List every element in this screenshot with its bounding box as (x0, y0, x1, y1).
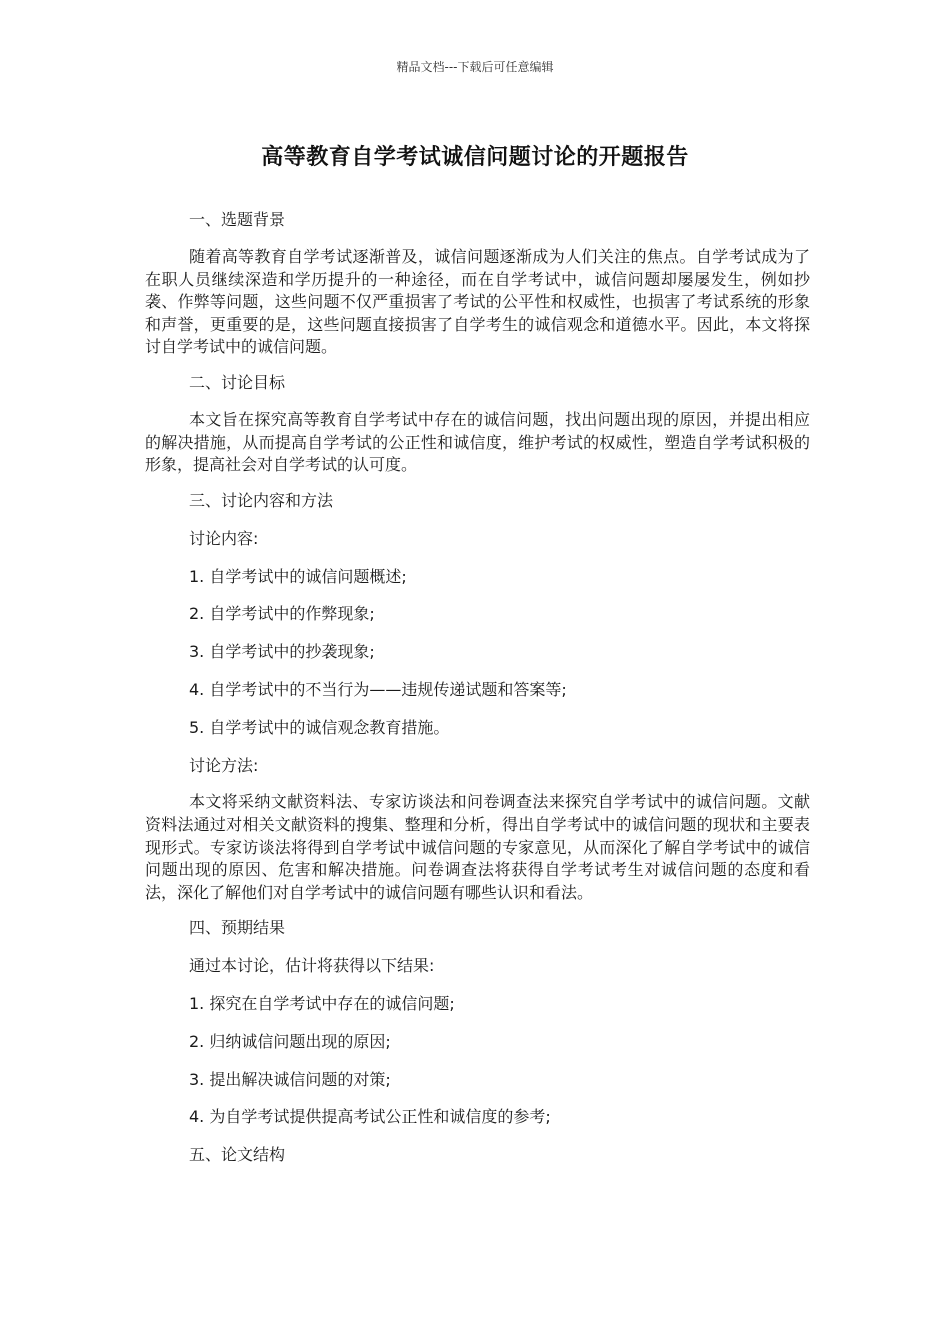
results-intro: 通过本讨论，估计将获得以下结果: (189, 956, 435, 976)
document-title: 高等教育自学考试诚信问题讨论的开题报告 (261, 145, 689, 170)
list-item: 4. 为自学考试提供提高考试公正性和诚信度的参考; (189, 1107, 551, 1127)
section-heading-goals: 二、讨论目标 (189, 372, 286, 392)
header-note: 精品文档---下载后可任意编辑 (396, 60, 554, 74)
content-label: 讨论内容: (189, 528, 259, 548)
list-item: 2. 自学考试中的作弊现象; (189, 604, 375, 624)
section-heading-background: 一、选题背景 (189, 210, 286, 229)
list-item: 2. 归纳诚信问题出现的原因; (189, 1031, 391, 1051)
section-heading-content-method: 三、讨论内容和方法 (189, 490, 334, 510)
list-item: 3. 自学考试中的抄袭现象; (189, 642, 375, 662)
list-item: 1. 自学考试中的诚信问题概述; (189, 566, 407, 586)
list-item: 3. 提出解决诚信问题的对策; (189, 1069, 391, 1089)
list-item: 5. 自学考试中的诚信观念教育措施。 (189, 717, 450, 737)
method-paragraph: 本文将采纳文献资料法、专家访谈法和问卷调查法来探究自学考试中的诚信问题。文献资料法通过对相关文献资料的搜集、整理和分析，得出自学考试中的诚信问题的现状和主要表现形式。专家访谈法将得到自学考试中诚信问题的专家意见，从而深化了解自学考试中的诚信问题出现的原因、危害和解决措施。问卷调查法将获得自学考试考生对诚信问题的态度和看法，深化了解他们对自学考试中的诚信问题有哪些认识和看法。 (145, 792, 810, 902)
goals-paragraph: 本文旨在探究高等教育自学考试中存在的诚信问题，找出问题出现的原因，并提出相应的解决措施，从而提高自学考试的公正性和诚信度，维护考试的权威性，塑造自学考试积极的形象，提高社会对自学考试的认可度。 (145, 409, 810, 475)
document-body (145, 208, 810, 1181)
section-heading-structure: 五、论文结构 (189, 1145, 286, 1165)
method-label: 讨论方法: (189, 755, 259, 775)
background-paragraph: 随着高等教育自学考试逐渐普及，诚信问题逐渐成为人们关注的焦点。自学考试成为了在职人员继续深造和学历提升的一种途径，而在自学考试中，诚信问题却屡屡发生，例如抄袭、作弊等问题，这些问题不仅严重损害了考试的公平性和权威性，也损害了考试系统的形象和声誉，更重要的是，这些问题直接损害了自学考生的诚信观念和道德水平。因此，本文将探讨自学考试中的诚信问题。 (145, 247, 810, 357)
list-item: 4. 自学考试中的不当行为——违规传递试题和答案等; (189, 679, 567, 699)
list-item: 1. 探究在自学考试中存在的诚信问题; (189, 994, 455, 1014)
section-heading-results: 四、预期结果 (189, 918, 286, 938)
